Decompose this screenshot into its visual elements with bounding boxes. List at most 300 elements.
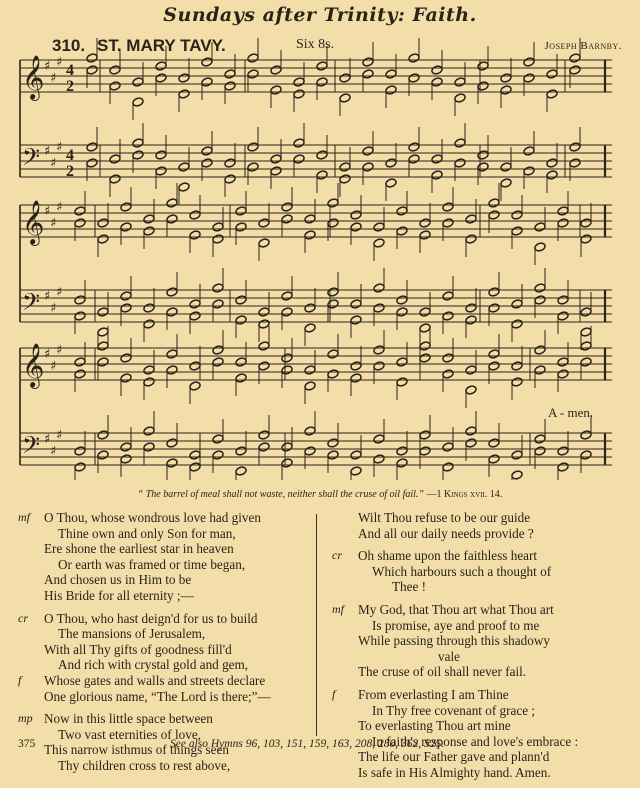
note-head — [316, 150, 328, 160]
sharp-sign: ♯ — [56, 428, 63, 443]
note-head — [74, 369, 86, 379]
note-head — [235, 206, 247, 216]
note-head — [224, 69, 236, 79]
note-head — [396, 446, 408, 456]
note-head — [109, 174, 121, 184]
page-number: 375 — [18, 738, 36, 750]
time-signature-top: 4 — [66, 62, 74, 79]
sharp-sign: ♯ — [56, 343, 63, 358]
note-head — [86, 158, 98, 168]
note-head — [385, 158, 397, 168]
note-head — [109, 65, 121, 75]
note-head — [132, 97, 144, 107]
verse-line — [18, 588, 316, 604]
note-head — [189, 361, 201, 371]
note-head — [488, 361, 500, 371]
note-head — [74, 218, 86, 228]
note-head — [97, 357, 109, 367]
verse-text: Is promise, aye and proof to me — [372, 617, 540, 633]
verse-line — [332, 526, 632, 542]
note-head — [120, 454, 132, 464]
note-head — [419, 230, 431, 240]
note-head — [350, 450, 362, 460]
verse-text: My God, that Thou art what Thou art — [358, 601, 554, 617]
note-head — [373, 238, 385, 248]
note-head — [212, 283, 224, 293]
note-head — [431, 65, 443, 75]
verse-text: In Thy free covenant of grace ; — [372, 702, 536, 718]
verse-text: O Thou, who hast deign'd for us to build — [44, 610, 258, 626]
note-head — [511, 319, 523, 329]
verse-line — [18, 611, 316, 627]
note-head — [511, 361, 523, 371]
verse-text: Is safe in His Almighty hand. Amen. — [358, 764, 551, 780]
note-head — [120, 291, 132, 301]
note-head — [557, 446, 569, 456]
verse-line — [332, 633, 632, 649]
note-head — [546, 69, 558, 79]
note-head — [74, 462, 86, 472]
note-head — [442, 462, 454, 472]
verse-text: Oh shame upon the faithless heart — [358, 548, 538, 564]
note-head — [396, 458, 408, 468]
note-head — [419, 218, 431, 228]
hymn-tune-name: ST. MARY TAVY. — [97, 36, 226, 55]
note-head — [281, 291, 293, 301]
note-head — [511, 377, 523, 387]
verse-text: Whose gates and walls and streets declare — [44, 672, 266, 688]
note-head — [224, 174, 236, 184]
note-head — [155, 166, 167, 176]
note-head — [120, 202, 132, 212]
note-head — [97, 341, 109, 351]
note-head — [339, 93, 351, 103]
verse-text: Two vast eternities of love, — [58, 726, 202, 742]
verse-text: And all our daily needs provide ? — [358, 525, 534, 541]
note-head — [178, 73, 190, 83]
note-head — [189, 450, 201, 460]
note-head — [454, 138, 466, 148]
dynamic-marking: mp — [18, 711, 33, 726]
note-head — [500, 178, 512, 188]
verse-line — [18, 572, 316, 588]
note-head — [362, 69, 374, 79]
verse-line — [18, 711, 316, 727]
note-head — [189, 311, 201, 321]
note-head — [339, 73, 351, 83]
verse-line — [332, 649, 632, 665]
verse-text: Thine own and only Son for man, — [58, 525, 236, 541]
bass-clef: 𝄢 — [22, 288, 41, 321]
sharp-sign: ♯ — [44, 59, 51, 74]
note-head — [143, 365, 155, 375]
note-head — [304, 214, 316, 224]
note-head — [534, 365, 546, 375]
note-head — [86, 65, 98, 75]
treble-clef: 𝄞 — [22, 343, 45, 387]
note-head — [235, 466, 247, 476]
note-head — [465, 214, 477, 224]
note-head — [97, 450, 109, 460]
note-head — [281, 353, 293, 363]
note-head — [431, 77, 443, 87]
note-head — [86, 142, 98, 152]
note-head — [109, 81, 121, 91]
note-head — [569, 142, 581, 152]
note-head — [442, 291, 454, 301]
dynamic-marking: mf — [332, 601, 344, 616]
note-head — [373, 434, 385, 444]
note-head — [166, 198, 178, 208]
sharp-sign: ♯ — [44, 289, 51, 304]
note-head — [396, 295, 408, 305]
note-head — [465, 303, 477, 313]
note-head — [143, 214, 155, 224]
note-head — [546, 170, 558, 180]
note-head — [511, 210, 523, 220]
note-head — [350, 299, 362, 309]
verse-line — [18, 642, 316, 658]
note-head — [488, 438, 500, 448]
note-head — [166, 458, 178, 468]
note-head — [350, 373, 362, 383]
note-head — [201, 158, 213, 168]
verse-text: Now in this little space between — [44, 711, 213, 727]
sharp-sign: ♯ — [50, 444, 57, 459]
note-head — [189, 299, 201, 309]
note-head — [143, 442, 155, 452]
dynamic-marking: cr — [18, 610, 28, 625]
note-head — [511, 299, 523, 309]
note-head — [270, 154, 282, 164]
note-head — [350, 222, 362, 232]
note-head — [132, 77, 144, 87]
note-head — [546, 89, 558, 99]
note-head — [569, 158, 581, 168]
note-head — [327, 438, 339, 448]
verse-line — [332, 548, 632, 564]
note-head — [523, 57, 535, 67]
note-head — [488, 349, 500, 359]
note-head — [97, 430, 109, 440]
note-head — [557, 218, 569, 228]
note-head — [235, 357, 247, 367]
note-head — [143, 319, 155, 329]
verse-line — [332, 579, 632, 595]
note-head — [304, 381, 316, 391]
note-head — [373, 222, 385, 232]
sharp-sign: ♯ — [56, 55, 63, 70]
verse-text: In faith's response and love's embrace : — [372, 733, 579, 749]
verse-text: Or earth was framed or time began, — [58, 556, 246, 572]
column-divider — [316, 514, 317, 736]
verse-line — [18, 510, 316, 526]
note-head — [327, 198, 339, 208]
note-head — [201, 146, 213, 156]
note-head — [511, 450, 523, 460]
note-head — [465, 234, 477, 244]
note-head — [477, 61, 489, 71]
note-head — [454, 158, 466, 168]
verse-text: vale — [438, 648, 460, 664]
note-head — [166, 349, 178, 359]
note-head — [258, 442, 270, 452]
note-head — [120, 373, 132, 383]
note-head — [316, 61, 328, 71]
note-head — [143, 303, 155, 313]
note-head — [362, 146, 374, 156]
treble-clef: 𝄞 — [22, 55, 45, 99]
note-head — [523, 146, 535, 156]
note-head — [247, 142, 259, 152]
note-head — [327, 218, 339, 228]
note-head — [224, 81, 236, 91]
sharp-sign: ♯ — [50, 71, 57, 86]
verse-line — [332, 510, 632, 526]
verse-text: The cruse of oil shall never fail. — [358, 664, 527, 680]
note-head — [511, 470, 523, 480]
note-head — [442, 311, 454, 321]
note-head — [120, 353, 132, 363]
note-head — [396, 206, 408, 216]
note-head — [465, 438, 477, 448]
note-head — [327, 450, 339, 460]
time-signature-bottom: 2 — [66, 78, 74, 95]
note-head — [419, 353, 431, 363]
verse-line — [332, 618, 632, 634]
see-also-hymns: See also Hymns 96, 103, 151, 159, 163, 208, 280, 362, 525. — [170, 738, 445, 750]
scripture-quote — [0, 489, 640, 500]
sharp-sign: ♯ — [56, 200, 63, 215]
note-head — [258, 218, 270, 228]
sharp-sign: ♯ — [50, 359, 57, 374]
note-head — [327, 369, 339, 379]
verse-text: And chosen us in Him to be — [44, 572, 192, 588]
note-head — [120, 303, 132, 313]
dynamic-marking: f — [18, 672, 22, 687]
note-head — [201, 77, 213, 87]
hymn-number: 310. — [52, 36, 86, 55]
note-head — [534, 446, 546, 456]
amen-lyric: A - men. — [548, 405, 594, 420]
note-head — [97, 218, 109, 228]
stanza — [332, 602, 632, 680]
dynamic-marking: mf — [18, 510, 30, 524]
note-head — [304, 446, 316, 456]
note-head — [557, 311, 569, 321]
note-head — [396, 307, 408, 317]
note-head — [97, 307, 109, 317]
verse-text: And rich with crystal gold and gem, — [58, 657, 249, 673]
scripture-quote-text: “ The barrel of meal shall not waste, neither shall the cruse of oil fail.” — [137, 489, 424, 500]
note-head — [120, 442, 132, 452]
note-head — [74, 357, 86, 367]
note-head — [212, 299, 224, 309]
note-head — [304, 426, 316, 436]
verse-line — [332, 718, 632, 734]
note-head — [247, 53, 259, 63]
note-head — [442, 353, 454, 363]
note-head — [304, 323, 316, 333]
stanza — [332, 687, 632, 781]
time-signature-top: 4 — [66, 147, 74, 164]
verse-line — [332, 749, 632, 765]
note-head — [465, 365, 477, 375]
note-head — [431, 170, 443, 180]
note-head — [385, 69, 397, 79]
note-head — [178, 89, 190, 99]
note-head — [408, 53, 420, 63]
verse-text: Thy children cross to rest above, — [58, 757, 231, 773]
note-head — [557, 369, 569, 379]
note-head — [442, 218, 454, 228]
note-head — [212, 234, 224, 244]
verse-text: Thee ! — [392, 579, 427, 595]
verse-text: Which harbours such a thought of — [372, 563, 552, 579]
note-head — [373, 303, 385, 313]
bass-clef: 𝄢 — [22, 143, 41, 176]
verse-line — [332, 765, 632, 781]
note-head — [488, 287, 500, 297]
sharp-sign: ♯ — [44, 204, 51, 219]
note-head — [189, 210, 201, 220]
verse-line — [18, 758, 316, 774]
stanza — [332, 510, 632, 541]
note-head — [281, 442, 293, 452]
note-head — [178, 182, 190, 192]
note-head — [339, 162, 351, 172]
note-head — [143, 226, 155, 236]
verse-line — [18, 689, 316, 705]
verse-text: With all Thy gifts of goodness fill'd — [44, 641, 232, 657]
note-head — [454, 93, 466, 103]
note-head — [488, 303, 500, 313]
verse-text: Wilt Thou refuse to be our guide — [358, 510, 531, 525]
verse-line — [332, 664, 632, 680]
note-head — [454, 77, 466, 87]
note-head — [477, 150, 489, 160]
note-head — [580, 357, 592, 367]
sharp-sign: ♯ — [44, 347, 51, 362]
note-head — [419, 307, 431, 317]
verse-line — [18, 657, 316, 673]
note-head — [442, 369, 454, 379]
verse-text: Ere shone the earliest star in heaven — [44, 541, 234, 557]
note-head — [350, 466, 362, 476]
note-head — [281, 214, 293, 224]
note-head — [569, 65, 581, 75]
note-head — [396, 377, 408, 387]
dynamic-marking: cr — [332, 548, 342, 563]
note-head — [350, 315, 362, 325]
note-head — [235, 373, 247, 383]
note-head — [293, 138, 305, 148]
note-head — [408, 154, 420, 164]
note-head — [155, 61, 167, 71]
stanza — [332, 548, 632, 595]
note-head — [373, 283, 385, 293]
note-head — [143, 426, 155, 436]
note-head — [580, 450, 592, 460]
note-head — [212, 434, 224, 444]
note-head — [419, 341, 431, 351]
note-head — [350, 210, 362, 220]
note-head — [316, 77, 328, 87]
note-head — [385, 178, 397, 188]
note-head — [293, 77, 305, 87]
verse-text: To everlasting Thou art mine — [358, 718, 511, 734]
note-head — [523, 73, 535, 83]
note-head — [557, 357, 569, 367]
note-head — [86, 53, 98, 63]
note-head — [465, 385, 477, 395]
note-head — [258, 238, 270, 248]
note-head — [270, 166, 282, 176]
note-head — [247, 162, 259, 172]
note-head — [419, 323, 431, 333]
verse-line — [332, 602, 632, 618]
note-head — [224, 158, 236, 168]
note-head — [327, 287, 339, 297]
note-head — [74, 206, 86, 216]
note-head — [97, 327, 109, 337]
note-head — [534, 434, 546, 444]
note-head — [132, 138, 144, 148]
note-head — [132, 150, 144, 160]
note-head — [557, 462, 569, 472]
verse-line — [332, 564, 632, 580]
note-head — [362, 162, 374, 172]
note-head — [580, 218, 592, 228]
verse-text: From everlasting I am Thine — [358, 686, 509, 702]
note-head — [178, 162, 190, 172]
note-head — [166, 307, 178, 317]
note-head — [166, 438, 178, 448]
note-head — [373, 361, 385, 371]
sharp-sign: ♯ — [56, 140, 63, 155]
hymn-composer: Joseph Barnby. — [544, 40, 622, 52]
note-head — [534, 242, 546, 252]
treble-clef: 𝄞 — [22, 200, 45, 244]
note-head — [431, 154, 443, 164]
note-head — [74, 295, 86, 305]
note-head — [580, 234, 592, 244]
note-head — [580, 307, 592, 317]
note-head — [373, 454, 385, 464]
sharp-sign: ♯ — [56, 285, 63, 300]
note-head — [327, 299, 339, 309]
bass-clef: 𝄢 — [22, 431, 41, 464]
note-head — [97, 234, 109, 244]
note-head — [258, 341, 270, 351]
note-head — [442, 202, 454, 212]
note-head — [396, 226, 408, 236]
note-head — [477, 81, 489, 91]
note-head — [281, 365, 293, 375]
note-head — [166, 365, 178, 375]
note-head — [155, 150, 167, 160]
note-head — [143, 377, 155, 387]
note-head — [281, 202, 293, 212]
note-head — [339, 174, 351, 184]
note-head — [281, 307, 293, 317]
dynamic-marking: f — [332, 686, 336, 701]
note-head — [74, 311, 86, 321]
note-head — [189, 462, 201, 472]
verse-line — [332, 687, 632, 703]
note-head — [465, 315, 477, 325]
note-head — [534, 283, 546, 293]
